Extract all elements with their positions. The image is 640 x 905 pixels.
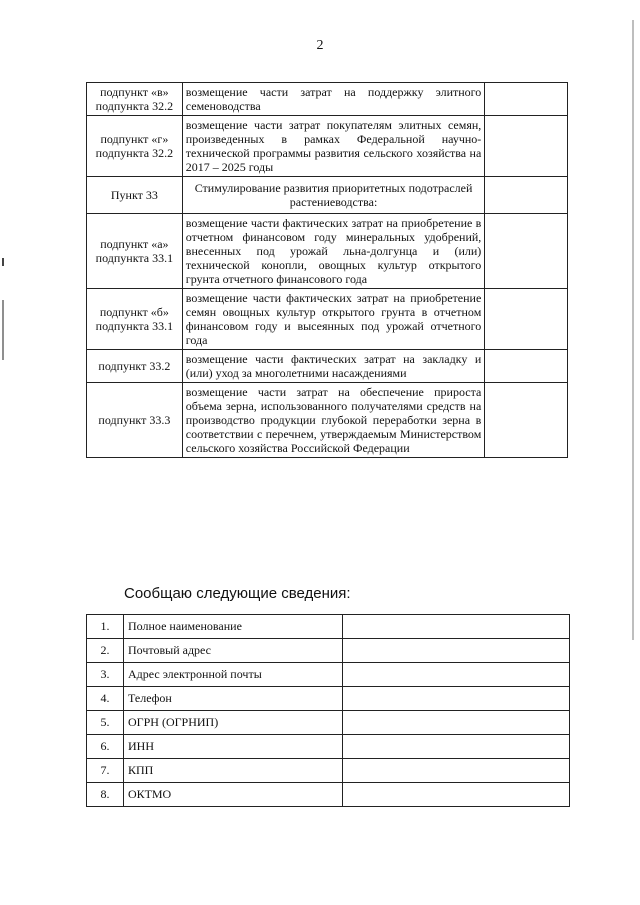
row-number: 8. (87, 783, 124, 807)
page-number: 2 (316, 38, 324, 53)
measure-label: подпункт «б» подпункта 33.1 (87, 289, 183, 350)
phone-field[interactable] (343, 687, 570, 711)
row-number: 6. (87, 735, 124, 759)
measure-description: возмещение части фактических затрат на приобретение семян овощных культур открытого грунта в отчетном финансовом году и высеянных под урожай отчетного года (182, 289, 485, 350)
measure-value-cell[interactable] (485, 289, 568, 350)
table-row (87, 350, 568, 383)
kpp-field[interactable] (343, 759, 570, 783)
field-label: Адрес электронной почты (124, 663, 343, 687)
full-name-field[interactable] (343, 615, 570, 639)
measure-description: возмещение части затрат на обеспечение прироста объема зерна, использованного получателями средств на производство продукции глубокой переработки зерна в соответствии с перечнем, утверждаемым Министерством сельского хозяйства Российской Федерации (182, 383, 485, 458)
field-label: Полное наименование (124, 615, 343, 639)
ogrn-field[interactable] (343, 711, 570, 735)
measure-label: подпункт «а» подпункта 33.1 (87, 214, 183, 289)
measure-value-cell[interactable] (485, 350, 568, 383)
info-heading: Сообщаю следующие сведения: (124, 585, 351, 602)
measure-value-cell[interactable] (485, 383, 568, 458)
table-row (87, 687, 570, 711)
table-row (87, 83, 568, 116)
table-row (87, 735, 570, 759)
measure-label: подпункт 33.3 (87, 383, 183, 458)
field-label: ОГРН (ОГРНИП) (124, 711, 343, 735)
measure-label: подпункт «г» подпункта 32.2 (87, 116, 183, 177)
scan-artifact (2, 300, 4, 360)
measure-value-cell[interactable] (485, 116, 568, 177)
row-number: 1. (87, 615, 124, 639)
table-row (87, 663, 570, 687)
measure-value-cell[interactable] (485, 214, 568, 289)
table-row (87, 711, 570, 735)
table-row (87, 783, 570, 807)
scan-artifact (2, 258, 4, 266)
table-row (87, 759, 570, 783)
subsidy-measures-table (86, 82, 568, 458)
table-row (87, 289, 568, 350)
measure-value-cell[interactable] (485, 83, 568, 116)
scan-artifact (632, 20, 634, 640)
measure-description: возмещение части фактических затрат на закладку и (или) уход за многолетними насаждениями (182, 350, 485, 383)
row-number: 3. (87, 663, 124, 687)
oktmo-field[interactable] (343, 783, 570, 807)
field-label: ОКТМО (124, 783, 343, 807)
field-label: ИНН (124, 735, 343, 759)
row-number: 2. (87, 639, 124, 663)
applicant-info-table (86, 614, 570, 807)
measure-label: подпункт 33.2 (87, 350, 183, 383)
email-field[interactable] (343, 663, 570, 687)
measure-description: возмещение части затрат покупателям элитных семян, произведенных в рамках Федеральной научно-технической программы развития сельского хозяйства на 2017 – 2025 годы (182, 116, 485, 177)
postal-address-field[interactable] (343, 639, 570, 663)
table-row (87, 639, 570, 663)
measure-label: подпункт «в» подпункта 32.2 (87, 83, 183, 116)
row-number: 7. (87, 759, 124, 783)
measure-description: возмещение части затрат на поддержку элитного семеноводства (182, 83, 485, 116)
table-row (87, 116, 568, 177)
row-number: 5. (87, 711, 124, 735)
field-label: КПП (124, 759, 343, 783)
measure-label: Пункт 33 (87, 177, 183, 214)
field-label: Телефон (124, 687, 343, 711)
table-row (87, 177, 568, 214)
table-row (87, 615, 570, 639)
measure-description: возмещение части фактических затрат на приобретение в отчетном финансовом году минеральных удобрений, внесенных под урожай льна-долгунца и (или) технической конопли, овощных культур открытого грунта отчетного финансового года (182, 214, 485, 289)
table-row (87, 383, 568, 458)
field-label: Почтовый адрес (124, 639, 343, 663)
row-number: 4. (87, 687, 124, 711)
table-row (87, 214, 568, 289)
measure-value-cell[interactable] (485, 177, 568, 214)
measure-section-title: Стимулирование развития приоритетных подотраслей растениеводства: (182, 177, 485, 214)
inn-field[interactable] (343, 735, 570, 759)
